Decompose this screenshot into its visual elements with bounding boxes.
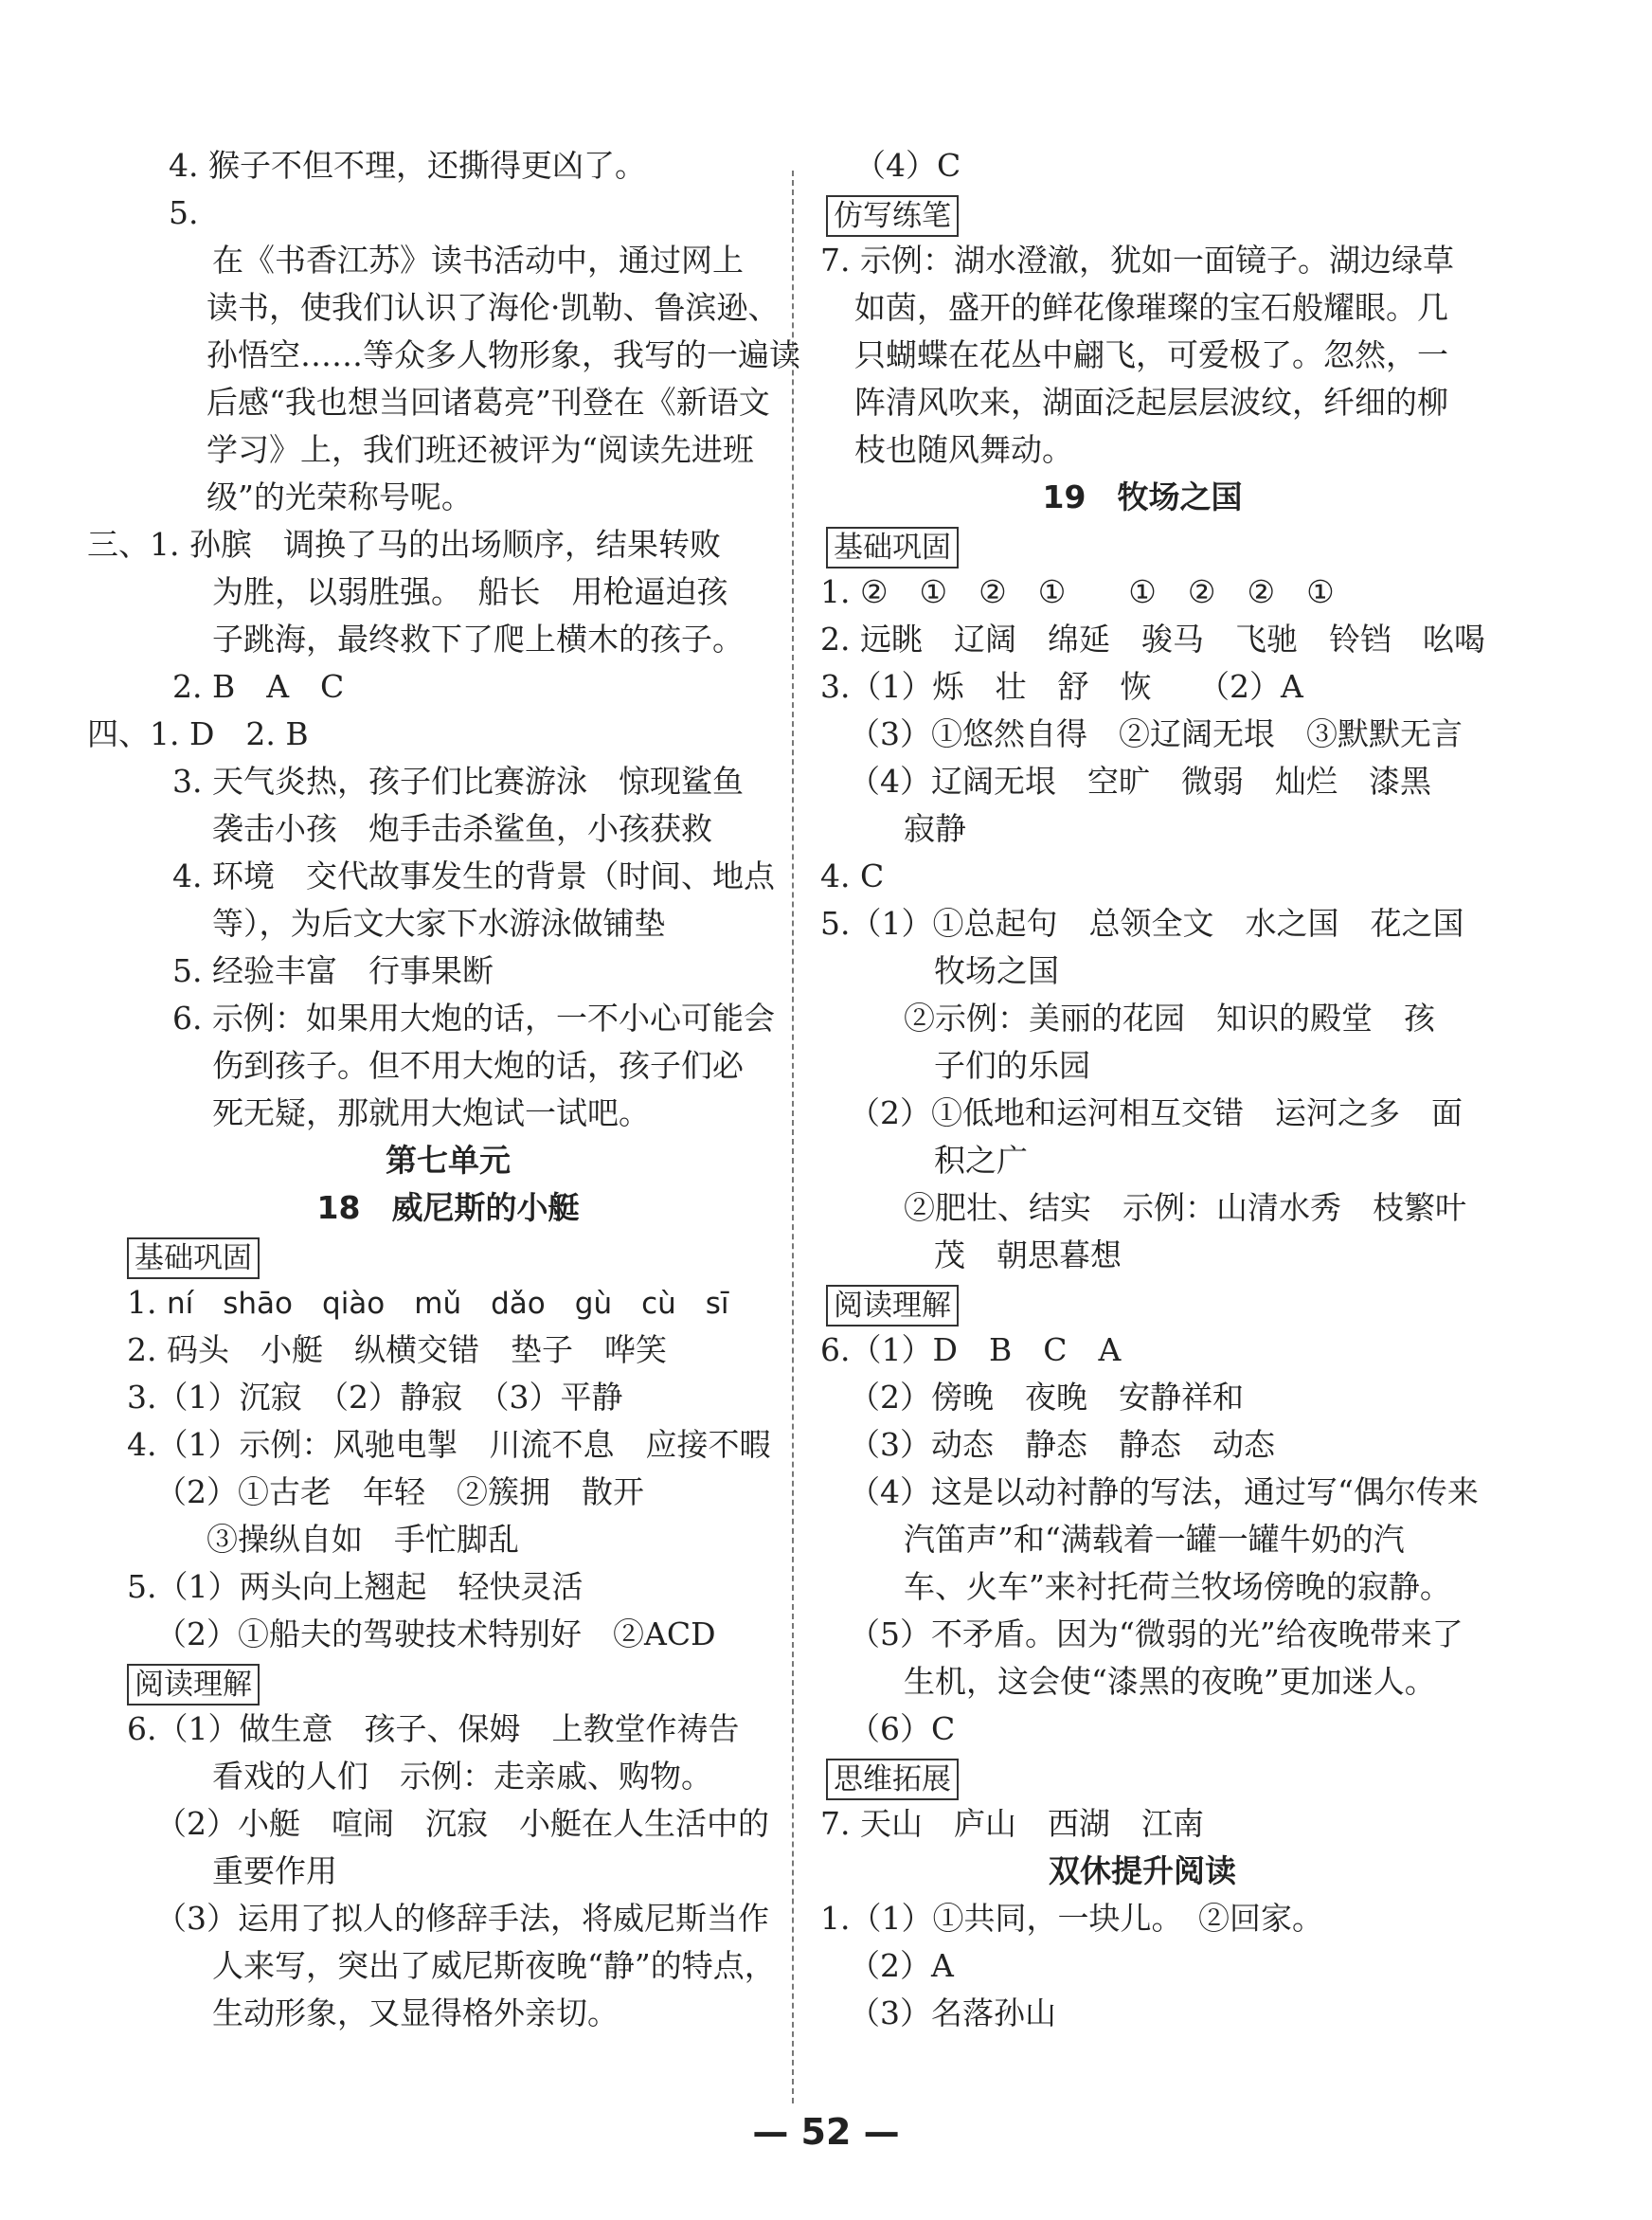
answer-line: 5.（1）①总起句 总领全文 水之国 花之国 [820, 905, 1464, 942]
answer-line: 只蝴蝶在花丛中翩飞，可爱极了。忽然，一 [854, 336, 1448, 373]
answer-line: （2）傍晚 夜晚 安静祥和 [849, 1379, 1244, 1416]
section-tag: 仿写练笔 [826, 195, 959, 237]
answer-line: （3）运用了拟人的修辞手法，将威尼斯当作 [155, 1900, 769, 1937]
answer-line: 2. 远眺 辽阔 绵延 骏马 飞驰 铃铛 吆喝 [820, 621, 1485, 658]
answer-line: 在《书香江苏》读书活动中，通过网上 [212, 242, 744, 279]
lesson-title: 19 牧场之国 [1042, 478, 1243, 515]
answer-line: 为胜，以弱胜强。 船长 用枪逼迫孩 [212, 573, 728, 610]
answer-line: 5. 经验丰富 行事果断 [172, 952, 494, 989]
answer-line: 伤到孩子。但不用大炮的话，孩子们必 [212, 1047, 744, 1084]
lesson-title: 18 威尼斯的小艇 [316, 1189, 580, 1226]
section-tag: 思维拓展 [826, 1759, 959, 1800]
section-tag: 基础巩固 [826, 527, 959, 569]
answer-line: 孙悟空……等众多人物形象，我写的一遍读 [206, 336, 800, 373]
page-number: — 52 — [752, 2111, 900, 2153]
answer-line: ③操纵自如 手忙脚乱 [206, 1521, 519, 1558]
answer-line: 3.（1）沉寂 （2）静寂 （3）平静 [127, 1379, 623, 1416]
answer-line: （3）①悠然自得 ②辽阔无垠 ③默默无言 [849, 715, 1463, 752]
column-divider [792, 171, 794, 2103]
answer-line: 车、火车”来衬托荷兰牧场傍晚的寂静。 [904, 1568, 1451, 1605]
right-column [820, 142, 1485, 2037]
section-title: 双休提升阅读 [1049, 1852, 1236, 1889]
unit-title: 第七单元 [386, 1142, 511, 1179]
pinyin-answers: ní shāo qiào mǔ dǎo gù cù sī [167, 1287, 729, 1321]
answer-line: 2. 码头 小艇 纵横交错 垫子 哗笑 [127, 1331, 667, 1368]
answer-line: （5）不矛盾。因为“微弱的光”给夜晚带来了 [849, 1615, 1463, 1652]
answer-line: 如茵，盛开的鲜花像璀璨的宝石般耀眼。几 [854, 289, 1448, 326]
answer-line: （4）这是以动衬静的写法，通过写“偶尔传来 [849, 1473, 1479, 1510]
answer-line: 读书，使我们认识了海伦·凯勒、鲁滨逊、 [206, 289, 780, 326]
answer-line: 死无疑，那就用大炮试一试吧。 [212, 1094, 650, 1131]
answer-line: （2）①低地和运河相互交错 运河之多 面 [849, 1094, 1463, 1131]
answer-line: （6）C [849, 1710, 956, 1747]
answer-line: （4）C [854, 147, 961, 184]
answer-line: 1.（1）①共同，一块儿。 ②回家。 [820, 1900, 1323, 1937]
answer-line: 后感“我也想当回诸葛亮”刊登在《新语文 [206, 384, 770, 421]
answer-line: 等），为后文大家下水游泳做铺垫 [212, 905, 666, 942]
answer-line: 6. 示例：如果用大炮的话，一不小心可能会 [172, 1000, 775, 1037]
answer-line: ②示例：美丽的花园 知识的殿堂 孩 [904, 1000, 1435, 1037]
answer-line: 6.（1）D B C A [820, 1331, 1122, 1368]
answer-line: 子们的乐园 [934, 1047, 1090, 1084]
answer-line: 6.（1）做生意 孩子、保姆 上教堂作祷告 [127, 1710, 740, 1747]
answer-line: 汽笛声”和“满载着一罐一罐牛奶的汽 [904, 1521, 1405, 1558]
answer-line: 5.（1）两头向上翘起 轻快灵活 [127, 1568, 584, 1605]
answer-line: 3. 天气炎热，孩子们比赛游泳 惊现鲨鱼 [172, 763, 744, 800]
answer-line: （3）名落孙山 [849, 1994, 1056, 2031]
answer-line: （2）小艇 喧闹 沉寂 小艇在人生活中的 [155, 1805, 769, 1842]
answer-line: 3.（1）烁 壮 舒 恢 （2）A [820, 668, 1303, 705]
answer-line: （2）A [849, 1947, 954, 1984]
answer-line: （3）动态 静态 静态 动态 [849, 1426, 1275, 1463]
answer-line: 学习》上，我们班还被评为“阅读先进班 [206, 431, 754, 468]
section-tag: 阅读理解 [826, 1285, 959, 1327]
answer-line: 级”的光荣称号呢。 [206, 478, 473, 515]
answer-line: 寂静 [904, 810, 966, 847]
answer-line: 袭击小孩 炮手击杀鲨鱼，小孩获救 [212, 810, 712, 847]
answer-line: 2. B A C [172, 668, 345, 705]
answer-line: 1. ② ① ② ① ① ② ② ① [820, 573, 1335, 610]
answer-line: ②肥壮、结实 示例：山清水秀 枝繁叶 [904, 1189, 1466, 1226]
section-tag: 阅读理解 [127, 1664, 260, 1706]
answer-line: （2）①古老 年轻 ②簇拥 散开 [155, 1473, 644, 1510]
answer-line: 生机，这会使“漆黑的夜晚”更加迷人。 [904, 1663, 1436, 1700]
answer-line: 4. 环境 交代故事发生的背景（时间、地点 [172, 857, 775, 894]
answer-line: 重要作用 [212, 1852, 337, 1889]
answer-number: 1. [127, 1284, 157, 1321]
answer-line: 4. C [820, 857, 885, 894]
answer-line: 看戏的人们 示例：走亲戚、购物。 [212, 1758, 712, 1795]
section-tag: 基础巩固 [127, 1237, 260, 1279]
answer-line: 牧场之国 [934, 952, 1059, 989]
answer-number: 5. [169, 194, 199, 231]
answer-line: 三、1. 孙膑 调换了马的出场顺序，结果转败 [87, 526, 721, 563]
answer-line: （4）辽阔无垠 空旷 微弱 灿烂 漆黑 [849, 763, 1431, 800]
answer-line: 茂 朝思暮想 [934, 1236, 1122, 1273]
answer-line: 7. 天山 庐山 西湖 江南 [820, 1805, 1204, 1842]
answer-line: 枝也随风舞动。 [854, 431, 1073, 468]
answer-line: 四、1. D 2. B [87, 715, 309, 752]
answer-line: （2）①船夫的驾驶技术特别好 ②ACD [155, 1615, 716, 1652]
answer-line: 4.（1）示例：风驰电掣 川流不息 应接不暇 [127, 1426, 771, 1463]
answer-line: 人来写，突出了威尼斯夜晚“静”的特点， [212, 1947, 776, 1984]
answer-line: 生动形象，又显得格外亲切。 [212, 1994, 619, 2031]
answer-line: 7. 示例：湖水澄澈，犹如一面镜子。湖边绿草 [820, 242, 1454, 279]
left-column [87, 142, 800, 2037]
answer-line: 4. 猴子不但不理，还撕得更凶了。 [169, 147, 646, 184]
answer-line: 子跳海，最终救下了爬上横木的孩子。 [212, 621, 744, 658]
answer-line: 阵清风吹来，湖面泛起层层波纹，纤细的柳 [854, 384, 1448, 421]
answer-line: 积之广 [934, 1142, 1028, 1179]
